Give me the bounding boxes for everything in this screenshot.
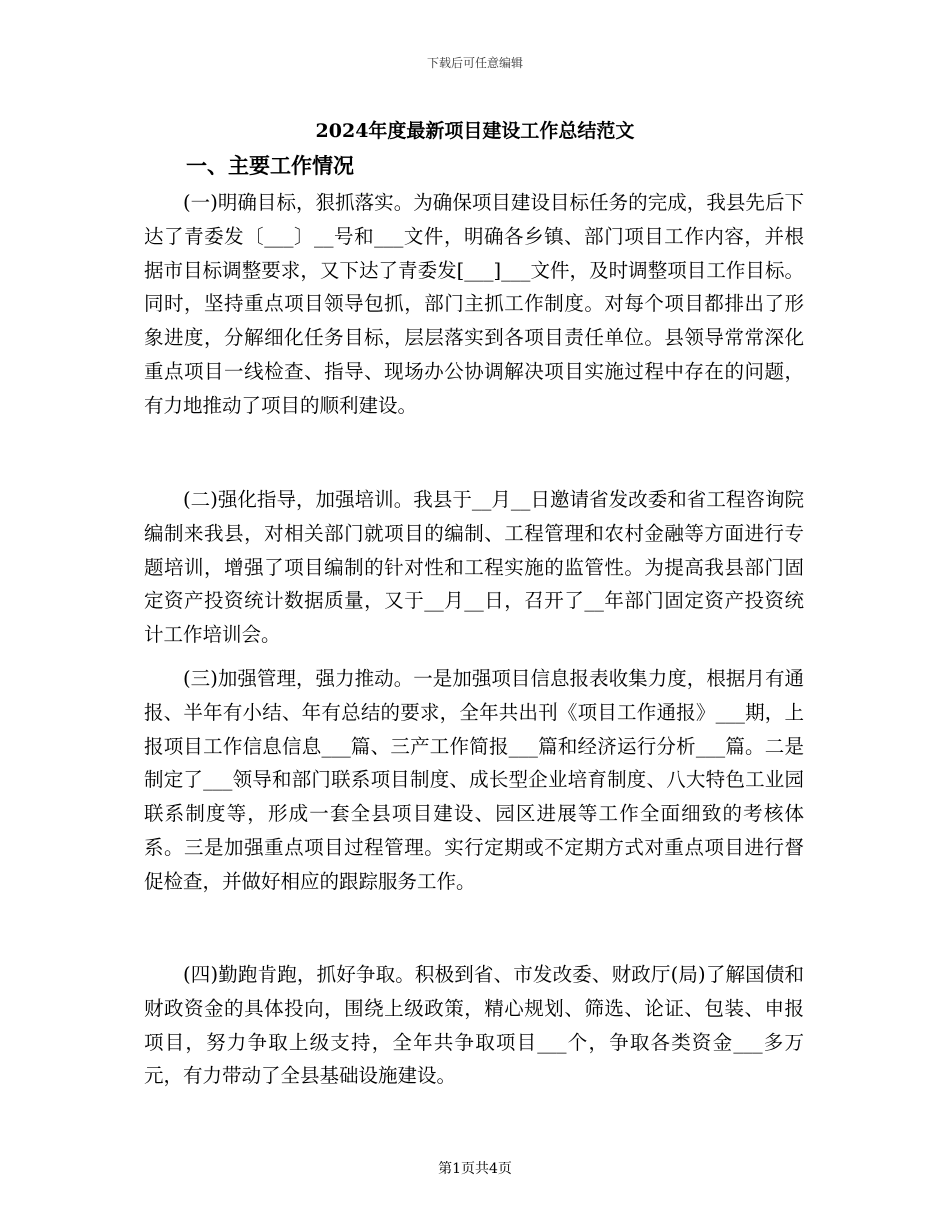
section-heading: 一、主要工作情况 <box>186 153 354 178</box>
paragraph-3: (三)加强管理，强力推动。一是加强项目信息报表收集力度，根据月有通报、半年有小结、年有总结的要求，全年共出刊《项目工作通报》___期，上报项目工作信息信息___篇、三产工作简报___篇和经济运行分析___篇。二是制定了___领导和部门联系项目制度、成长型企业培育制度、八大特色工业园联系制度等，形成一套全县项目建设、园区进展等工作全面细致的考核体系。三是加强重点项目过程管理。实行定期或不定期方式对重点项目进行督促检查，并做好相应的跟踪服务工作。 <box>144 667 804 893</box>
page-header: 下载后可任意编辑 <box>426 56 523 70</box>
paragraph-1: (一)明确目标，狠抓落实。为确保项目建设目标任务的完成，我县先后下达了青委发〔___〕__号和___文件，明确各乡镇、部门项目工作内容，并根据市目标调整要求，又下达了青委发[___]___文件，及时调整项目工作目标。同时，坚持重点项目领导包抓，部门主抓工作制度。对每个项目都排出了形象进度，分解细化任务目标，层层落实到各项目责任单位。县领导常常深化重点项目一线检查、指导、现场办公协调解决项目实施过程中存在的问题，有力地推动了项目的顺利建设。 <box>144 191 804 417</box>
document-title: 2024年度最新项目建设工作总结范文 <box>315 120 635 142</box>
page-number: 第1页共4页 <box>438 1161 512 1177</box>
paragraph-4: (四)勤跑肯跑，抓好争取。积极到省、市发改委、财政厅(局)了解国债和财政资金的具体投向，围绕上级政策，精心规划、筛选、论证、包装、申报项目，努力争取上级支持，全年共争取项目___个，争取各类资金___多万元，有力带动了全县基础设施建设。 <box>144 963 804 1088</box>
paragraph-2: (二)强化指导，加强培训。我县于__月__日邀请省发改委和省工程咨询院编制来我县，对相关部门就项目的编制、工程管理和农村金融等方面进行专题培训，增强了项目编制的针对性和工程实施的监管性。为提高我县部门固定资产投资统计数据质量，又于__月__日，召开了__年部门固定资产投资统计工作培训会。 <box>144 488 804 647</box>
